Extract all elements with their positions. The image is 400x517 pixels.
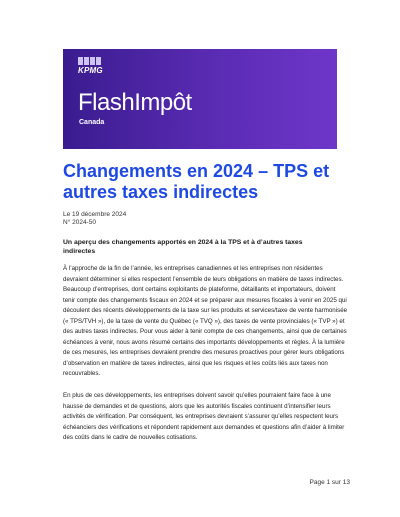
publication-region: Canada bbox=[79, 119, 105, 126]
logo-text: KPMG bbox=[78, 66, 103, 75]
document-title: Changements en 2024 – TPS et autres taxes indirectes bbox=[63, 161, 330, 202]
body-paragraph-1: À l’approche de la fin de l’année, les entreprises canadiennes et les entreprises non résidentes devraient déterminer si elles respectent l’ensemble de leurs obligations en matière de taxes indirectes. Beaucoup d’entreprises, dont certains exploitants de plateforme, détaillants et importateurs, doivent tenir compte des changements fiscaux en 2024 et se préparer aux mesures fiscales à venir en 2025 qui découlent des récents développements de la taxe sur les produits et services/taxe de vente harmonisée (« TPS/TVH »), de la taxe de vente du Québec (« TVQ »), des taxes de vente provinciales (« TVP ») et des autres taxes indirectes. Pour vous aider à tenir compte de ces changements, ainsi que de certaines échéances à venir, nous avons résumé certains des importants développements et règles. À la lumière de ces mesures, les entreprises devraient prendre des mesures proactives pour gérer leurs obligations d’observation en matière de taxes indirectes, ainsi que les risques et les coûts liés aux taxes non recouvrables. bbox=[63, 265, 348, 377]
header-banner bbox=[63, 49, 337, 149]
body-paragraph-2: En plus de ces développements, les entreprises doivent savoir qu’elles pourraient faire face à une hausse de demandes et de questions, alors que les autorités fiscales continuent d’intensifier leurs activités de vérification. Par conséquent, les entreprises devraient s’assurer qu’elles respectent leurs échéanciers des vérifications et répondent rapidement aux demandes et questions afin d’aider à limiter des coûts dans le cadre de nouvelles cotisations. bbox=[63, 392, 345, 441]
document-subheading: Un aperçu des changements apportés en 2024 à la TPS et à d’autres taxes indirectes bbox=[63, 239, 303, 255]
page-number: Page 1 sur 13 bbox=[309, 479, 350, 486]
document-meta bbox=[63, 211, 126, 227]
publication-title: FlashImpôt bbox=[78, 89, 192, 116]
kpmg-logo bbox=[78, 57, 104, 77]
logo-bars-icon bbox=[78, 57, 104, 65]
document-date: Le 19 décembre 2024 bbox=[63, 211, 127, 218]
document-number: N° 2024-50 bbox=[63, 219, 96, 226]
